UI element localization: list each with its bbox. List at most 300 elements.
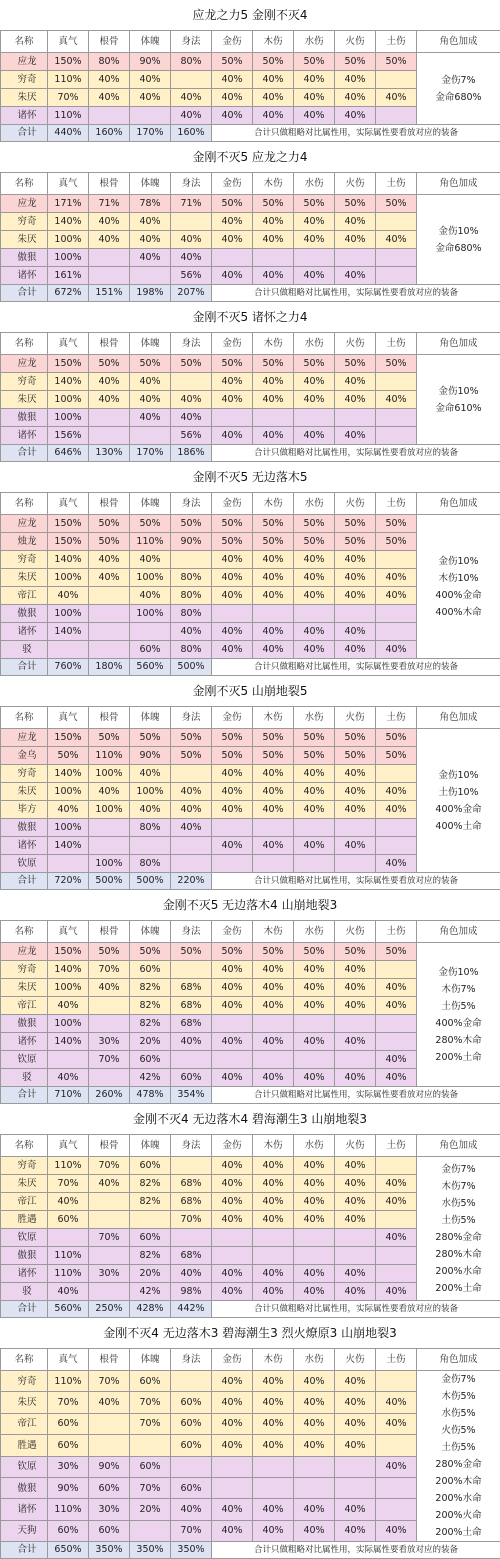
stat-cell: 40%	[130, 801, 171, 819]
stat-cell: 40%	[294, 267, 335, 285]
stat-cell: 40%	[130, 231, 171, 249]
stat-cell: 80%	[171, 53, 212, 71]
stat-cell	[294, 249, 335, 267]
stat-cell	[376, 1499, 417, 1520]
stat-cell	[294, 1015, 335, 1033]
stat-cell	[376, 605, 417, 623]
stat-cell: 40%	[130, 765, 171, 783]
column-header: 火伤	[335, 921, 376, 943]
stat-cell	[376, 107, 417, 125]
stat-cell: 40%	[335, 107, 376, 125]
stat-cell: 40%	[335, 837, 376, 855]
stat-cell: 80%	[171, 569, 212, 587]
character-name: 驳	[1, 641, 48, 659]
role-bonus-line: 金伤10%	[417, 383, 500, 400]
stat-cell: 90%	[130, 53, 171, 71]
stat-cell: 40%	[294, 1499, 335, 1520]
stat-cell	[294, 1456, 335, 1477]
column-header: 角色加成	[417, 921, 500, 943]
stat-cell	[171, 1157, 212, 1175]
character-name: 帝江	[1, 1413, 48, 1434]
stat-cell	[89, 427, 130, 445]
stat-cell: 40%	[253, 765, 294, 783]
stat-cell	[335, 1051, 376, 1069]
column-header: 金伤	[212, 333, 253, 355]
stat-cell: 40%	[253, 1193, 294, 1211]
stat-cell	[253, 1456, 294, 1477]
stat-cell: 140%	[48, 961, 89, 979]
column-header: 水伤	[294, 921, 335, 943]
character-name: 诸怀	[1, 267, 48, 285]
role-bonus-line: 水伤5%	[417, 1195, 500, 1212]
stat-cell: 40%	[130, 587, 171, 605]
stat-cell	[130, 623, 171, 641]
column-header: 金伤	[212, 921, 253, 943]
role-bonus	[417, 515, 500, 659]
stat-cell: 40%	[294, 1413, 335, 1434]
stat-cell: 40%	[294, 961, 335, 979]
character-name: 帝江	[1, 587, 48, 605]
stat-cell: 110%	[48, 1247, 89, 1265]
stat-cell	[89, 409, 130, 427]
character-name: 帝江	[1, 997, 48, 1015]
character-name: 傲狠	[1, 605, 48, 623]
stat-cell	[48, 1051, 89, 1069]
role-bonus-line: 水伤5%	[417, 1405, 500, 1422]
column-header: 体魄	[130, 921, 171, 943]
column-header: 身法	[171, 173, 212, 195]
stat-cell: 82%	[130, 979, 171, 997]
stat-cell: 40%	[89, 1175, 130, 1193]
stat-cell	[253, 605, 294, 623]
stat-cell: 42%	[130, 1283, 171, 1301]
stat-cell: 40%	[335, 1435, 376, 1456]
stat-cell: 80%	[130, 855, 171, 873]
stat-cell	[376, 249, 417, 267]
stat-cell: 40%	[376, 89, 417, 107]
stat-cell: 40%	[212, 267, 253, 285]
header-row	[1, 707, 500, 729]
table-row	[1, 1371, 500, 1392]
stat-cell: 40%	[294, 1435, 335, 1456]
stat-cell	[171, 373, 212, 391]
role-bonus-line: 200%水命	[417, 1263, 500, 1280]
column-header: 木伤	[253, 1135, 294, 1157]
stat-table-section	[0, 302, 500, 462]
stat-cell	[130, 1435, 171, 1456]
character-name: 朱厌	[1, 89, 48, 107]
stat-cell	[335, 1477, 376, 1498]
stat-cell	[48, 855, 89, 873]
character-name: 朱厌	[1, 783, 48, 801]
total-row	[1, 1542, 500, 1559]
role-bonus-line: 土伤5%	[417, 1212, 500, 1229]
stat-cell: 50%	[294, 515, 335, 533]
stat-cell: 40%	[212, 231, 253, 249]
column-header: 真气	[48, 921, 89, 943]
stat-cell	[253, 855, 294, 873]
stat-cell	[130, 107, 171, 125]
stat-cell	[89, 997, 130, 1015]
stat-table-section	[0, 1104, 500, 1318]
stat-cell: 50%	[171, 943, 212, 961]
stat-cell: 40%	[212, 587, 253, 605]
stat-cell	[376, 373, 417, 391]
stat-cell: 50%	[171, 729, 212, 747]
header-row	[1, 1135, 500, 1157]
character-name: 应龙	[1, 943, 48, 961]
stat-cell: 40%	[376, 391, 417, 409]
column-header: 名称	[1, 921, 48, 943]
stat-cell	[376, 1477, 417, 1498]
column-header: 土伤	[376, 31, 417, 53]
total-cell: 260%	[89, 1087, 130, 1104]
stat-cell: 100%	[48, 1015, 89, 1033]
stat-cell: 40%	[48, 1069, 89, 1087]
character-name: 朱厌	[1, 1175, 48, 1193]
stat-cell: 40%	[294, 231, 335, 249]
stat-cell: 40%	[376, 231, 417, 249]
role-bonus	[417, 1371, 500, 1542]
stat-cell: 60%	[48, 1413, 89, 1434]
column-header: 木伤	[253, 493, 294, 515]
table-row	[1, 1157, 500, 1175]
table-row	[1, 53, 500, 71]
stat-cell	[294, 855, 335, 873]
role-bonus-line: 土伤5%	[417, 1439, 500, 1456]
stat-cell: 40%	[376, 569, 417, 587]
role-bonus	[417, 1157, 500, 1301]
stat-cell: 40%	[294, 623, 335, 641]
stat-cell: 40%	[294, 783, 335, 801]
stat-cell: 40%	[212, 1069, 253, 1087]
stat-table	[0, 332, 500, 462]
stat-cell: 40%	[253, 641, 294, 659]
total-row	[1, 659, 500, 676]
stat-cell: 40%	[376, 1229, 417, 1247]
column-header: 真气	[48, 493, 89, 515]
table-row	[1, 355, 500, 373]
stat-cell: 40%	[294, 391, 335, 409]
stat-cell: 40%	[335, 801, 376, 819]
column-header: 体魄	[130, 1349, 171, 1371]
stat-cell	[89, 1435, 130, 1456]
stat-cell	[89, 249, 130, 267]
stat-cell: 40%	[212, 801, 253, 819]
stat-cell: 82%	[130, 1015, 171, 1033]
stat-cell: 150%	[48, 355, 89, 373]
column-header: 火伤	[335, 333, 376, 355]
stat-cell	[253, 409, 294, 427]
stat-cell: 70%	[130, 1413, 171, 1434]
stat-cell: 70%	[89, 961, 130, 979]
stat-cell: 70%	[171, 1520, 212, 1541]
character-name: 驳	[1, 1069, 48, 1087]
stat-cell: 70%	[130, 1392, 171, 1413]
stat-cell: 50%	[376, 533, 417, 551]
stat-cell: 40%	[253, 1520, 294, 1541]
stat-cell: 40%	[171, 801, 212, 819]
stat-cell: 110%	[130, 533, 171, 551]
stat-table	[0, 172, 500, 302]
stat-cell: 110%	[48, 107, 89, 125]
total-cell: 160%	[171, 125, 212, 142]
stat-cell: 80%	[171, 641, 212, 659]
stat-cell: 50%	[335, 747, 376, 765]
column-header: 木伤	[253, 31, 294, 53]
role-bonus	[417, 355, 500, 445]
table-title: 金刚不灭4 无边落木3 碧海潮生3 烈火燎原3 山崩地裂3	[0, 1318, 500, 1348]
stat-table	[0, 706, 500, 890]
stat-cell: 40%	[335, 1211, 376, 1229]
total-cell: 500%	[130, 873, 171, 890]
column-header: 真气	[48, 31, 89, 53]
total-cell: 478%	[130, 1087, 171, 1104]
stat-cell	[89, 819, 130, 837]
column-header: 火伤	[335, 1349, 376, 1371]
column-header: 金伤	[212, 31, 253, 53]
column-header: 身法	[171, 921, 212, 943]
stat-cell: 40%	[376, 801, 417, 819]
column-header: 身法	[171, 1349, 212, 1371]
role-bonus-line: 金命680%	[417, 240, 500, 257]
stat-cell: 40%	[253, 391, 294, 409]
total-label: 合计	[1, 1301, 48, 1318]
character-name: 诸怀	[1, 623, 48, 641]
character-name: 朱厌	[1, 979, 48, 997]
column-header: 身法	[171, 333, 212, 355]
character-name: 应龙	[1, 729, 48, 747]
stat-cell: 70%	[48, 1392, 89, 1413]
column-header: 体魄	[130, 1135, 171, 1157]
stat-cell	[171, 1456, 212, 1477]
stat-cell	[89, 641, 130, 659]
stat-cell	[376, 1211, 417, 1229]
stat-cell: 50%	[376, 515, 417, 533]
stat-cell: 56%	[171, 267, 212, 285]
stat-cell	[253, 1229, 294, 1247]
stat-cell: 30%	[89, 1265, 130, 1283]
total-label: 合计	[1, 659, 48, 676]
stat-cell: 50%	[335, 943, 376, 961]
stat-cell: 40%	[294, 551, 335, 569]
stat-cell: 50%	[335, 729, 376, 747]
stat-cell: 78%	[130, 195, 171, 213]
stat-cell	[294, 1051, 335, 1069]
total-cell: 170%	[130, 445, 171, 462]
stat-cell: 40%	[212, 1157, 253, 1175]
total-row	[1, 285, 500, 302]
column-header: 木伤	[253, 333, 294, 355]
stat-cell	[376, 1435, 417, 1456]
stat-cell	[89, 605, 130, 623]
stat-cell: 40%	[253, 267, 294, 285]
stat-cell: 40%	[253, 1371, 294, 1392]
stat-cell: 40%	[89, 213, 130, 231]
stat-cell	[171, 961, 212, 979]
stat-cell: 50%	[253, 729, 294, 747]
stat-cell: 140%	[48, 623, 89, 641]
stat-cell: 70%	[89, 1229, 130, 1247]
character-name: 傲狠	[1, 1477, 48, 1498]
stat-cell: 50%	[212, 533, 253, 551]
column-header: 体魄	[130, 31, 171, 53]
stat-cell: 40%	[130, 71, 171, 89]
total-cell: 180%	[89, 659, 130, 676]
stat-cell: 40%	[294, 1392, 335, 1413]
stat-cell: 60%	[48, 1211, 89, 1229]
role-bonus-line: 木伤7%	[417, 1178, 500, 1195]
stat-cell: 40%	[294, 837, 335, 855]
character-name: 穷奇	[1, 1371, 48, 1392]
character-name: 毕方	[1, 801, 48, 819]
stat-cell: 40%	[48, 801, 89, 819]
stat-cell	[376, 961, 417, 979]
stat-cell: 171%	[48, 195, 89, 213]
role-bonus-line: 400%木命	[417, 604, 500, 621]
column-header: 名称	[1, 707, 48, 729]
stat-cell	[253, 1477, 294, 1498]
table-title: 金刚不灭5 诸怀之力4	[0, 302, 500, 332]
stat-cell: 40%	[130, 249, 171, 267]
stat-cell: 40%	[253, 783, 294, 801]
stat-cell: 100%	[89, 801, 130, 819]
stat-cell: 40%	[253, 427, 294, 445]
column-header: 名称	[1, 31, 48, 53]
role-bonus-line: 木伤7%	[417, 981, 500, 998]
stat-cell	[335, 855, 376, 873]
stat-cell	[89, 837, 130, 855]
stat-table	[0, 1348, 500, 1559]
stat-cell: 71%	[89, 195, 130, 213]
stat-cell: 40%	[212, 71, 253, 89]
role-bonus-line: 200%土命	[417, 1524, 500, 1541]
stat-cell: 20%	[130, 1499, 171, 1520]
stat-cell: 100%	[89, 855, 130, 873]
stat-cell: 42%	[130, 1069, 171, 1087]
stat-cell: 50%	[335, 533, 376, 551]
stat-cell: 40%	[335, 213, 376, 231]
stat-cell: 60%	[130, 1051, 171, 1069]
stat-cell: 50%	[48, 747, 89, 765]
stat-cell	[89, 107, 130, 125]
column-header: 木伤	[253, 707, 294, 729]
stat-cell: 40%	[212, 1499, 253, 1520]
stat-cell: 40%	[335, 1265, 376, 1283]
stat-cell	[294, 1247, 335, 1265]
stat-cell	[89, 1193, 130, 1211]
stat-cell: 40%	[294, 71, 335, 89]
total-label: 合计	[1, 1087, 48, 1104]
stat-cell: 40%	[212, 1265, 253, 1283]
stat-cell	[171, 765, 212, 783]
stat-cell: 50%	[294, 533, 335, 551]
stat-cell: 60%	[171, 1392, 212, 1413]
column-header: 身法	[171, 31, 212, 53]
stat-cell: 40%	[335, 1520, 376, 1541]
total-cell: 350%	[130, 1542, 171, 1559]
stat-cell: 40%	[335, 1157, 376, 1175]
stat-cell: 100%	[48, 979, 89, 997]
column-header: 金伤	[212, 707, 253, 729]
stat-cell: 40%	[294, 1175, 335, 1193]
character-name: 诸怀	[1, 837, 48, 855]
column-header: 名称	[1, 1135, 48, 1157]
stat-cell: 40%	[335, 1069, 376, 1087]
character-name: 烛龙	[1, 533, 48, 551]
stat-cell: 40%	[212, 783, 253, 801]
stat-cell: 40%	[89, 551, 130, 569]
table-title: 金刚不灭4 无边落木4 碧海潮生3 山崩地裂3	[0, 1104, 500, 1134]
table-title: 金刚不灭5 无边落木5	[0, 462, 500, 492]
stat-cell	[212, 819, 253, 837]
stat-cell	[376, 551, 417, 569]
stat-cell	[48, 641, 89, 659]
stat-cell: 40%	[171, 783, 212, 801]
role-bonus-line: 金命610%	[417, 400, 500, 417]
stat-cell: 40%	[376, 587, 417, 605]
stat-cell: 40%	[212, 641, 253, 659]
stat-cell: 40%	[294, 427, 335, 445]
stat-cell: 40%	[335, 267, 376, 285]
character-name: 钦原	[1, 855, 48, 873]
stat-cell: 40%	[212, 569, 253, 587]
stat-table-section	[0, 142, 500, 302]
stat-cell: 40%	[253, 1175, 294, 1193]
stat-cell: 140%	[48, 1033, 89, 1051]
stat-cell	[48, 1229, 89, 1247]
stat-cell: 40%	[253, 1435, 294, 1456]
stat-cell	[130, 1520, 171, 1541]
stat-table	[0, 920, 500, 1104]
stat-table	[0, 30, 500, 142]
stat-cell: 50%	[294, 943, 335, 961]
stat-cell: 70%	[130, 1477, 171, 1498]
stat-cell	[335, 819, 376, 837]
stat-cell: 150%	[48, 53, 89, 71]
stat-cell: 140%	[48, 373, 89, 391]
stat-cell	[171, 855, 212, 873]
column-header: 根骨	[89, 173, 130, 195]
stat-cell: 40%	[212, 1371, 253, 1392]
stat-cell: 40%	[48, 997, 89, 1015]
stat-cell	[253, 1051, 294, 1069]
stat-cell: 156%	[48, 427, 89, 445]
stat-cell: 40%	[48, 1283, 89, 1301]
stat-cell: 50%	[335, 195, 376, 213]
column-header: 真气	[48, 1349, 89, 1371]
stat-cell: 60%	[171, 1413, 212, 1434]
stat-cell: 50%	[376, 729, 417, 747]
stat-cell	[253, 1015, 294, 1033]
table-row	[1, 195, 500, 213]
column-header: 角色加成	[417, 31, 500, 53]
stat-cell: 40%	[253, 961, 294, 979]
stat-cell: 40%	[253, 801, 294, 819]
stat-cell: 40%	[212, 89, 253, 107]
stat-cell: 40%	[89, 89, 130, 107]
stat-table-section	[0, 462, 500, 676]
stat-cell: 40%	[335, 1283, 376, 1301]
character-name: 穷奇	[1, 213, 48, 231]
stat-cell: 40%	[212, 837, 253, 855]
column-header: 木伤	[253, 921, 294, 943]
stat-cell	[89, 1413, 130, 1434]
character-name: 朱厌	[1, 391, 48, 409]
stat-cell: 40%	[335, 979, 376, 997]
total-cell: 560%	[48, 1301, 89, 1318]
role-bonus-line: 木伤5%	[417, 1388, 500, 1405]
